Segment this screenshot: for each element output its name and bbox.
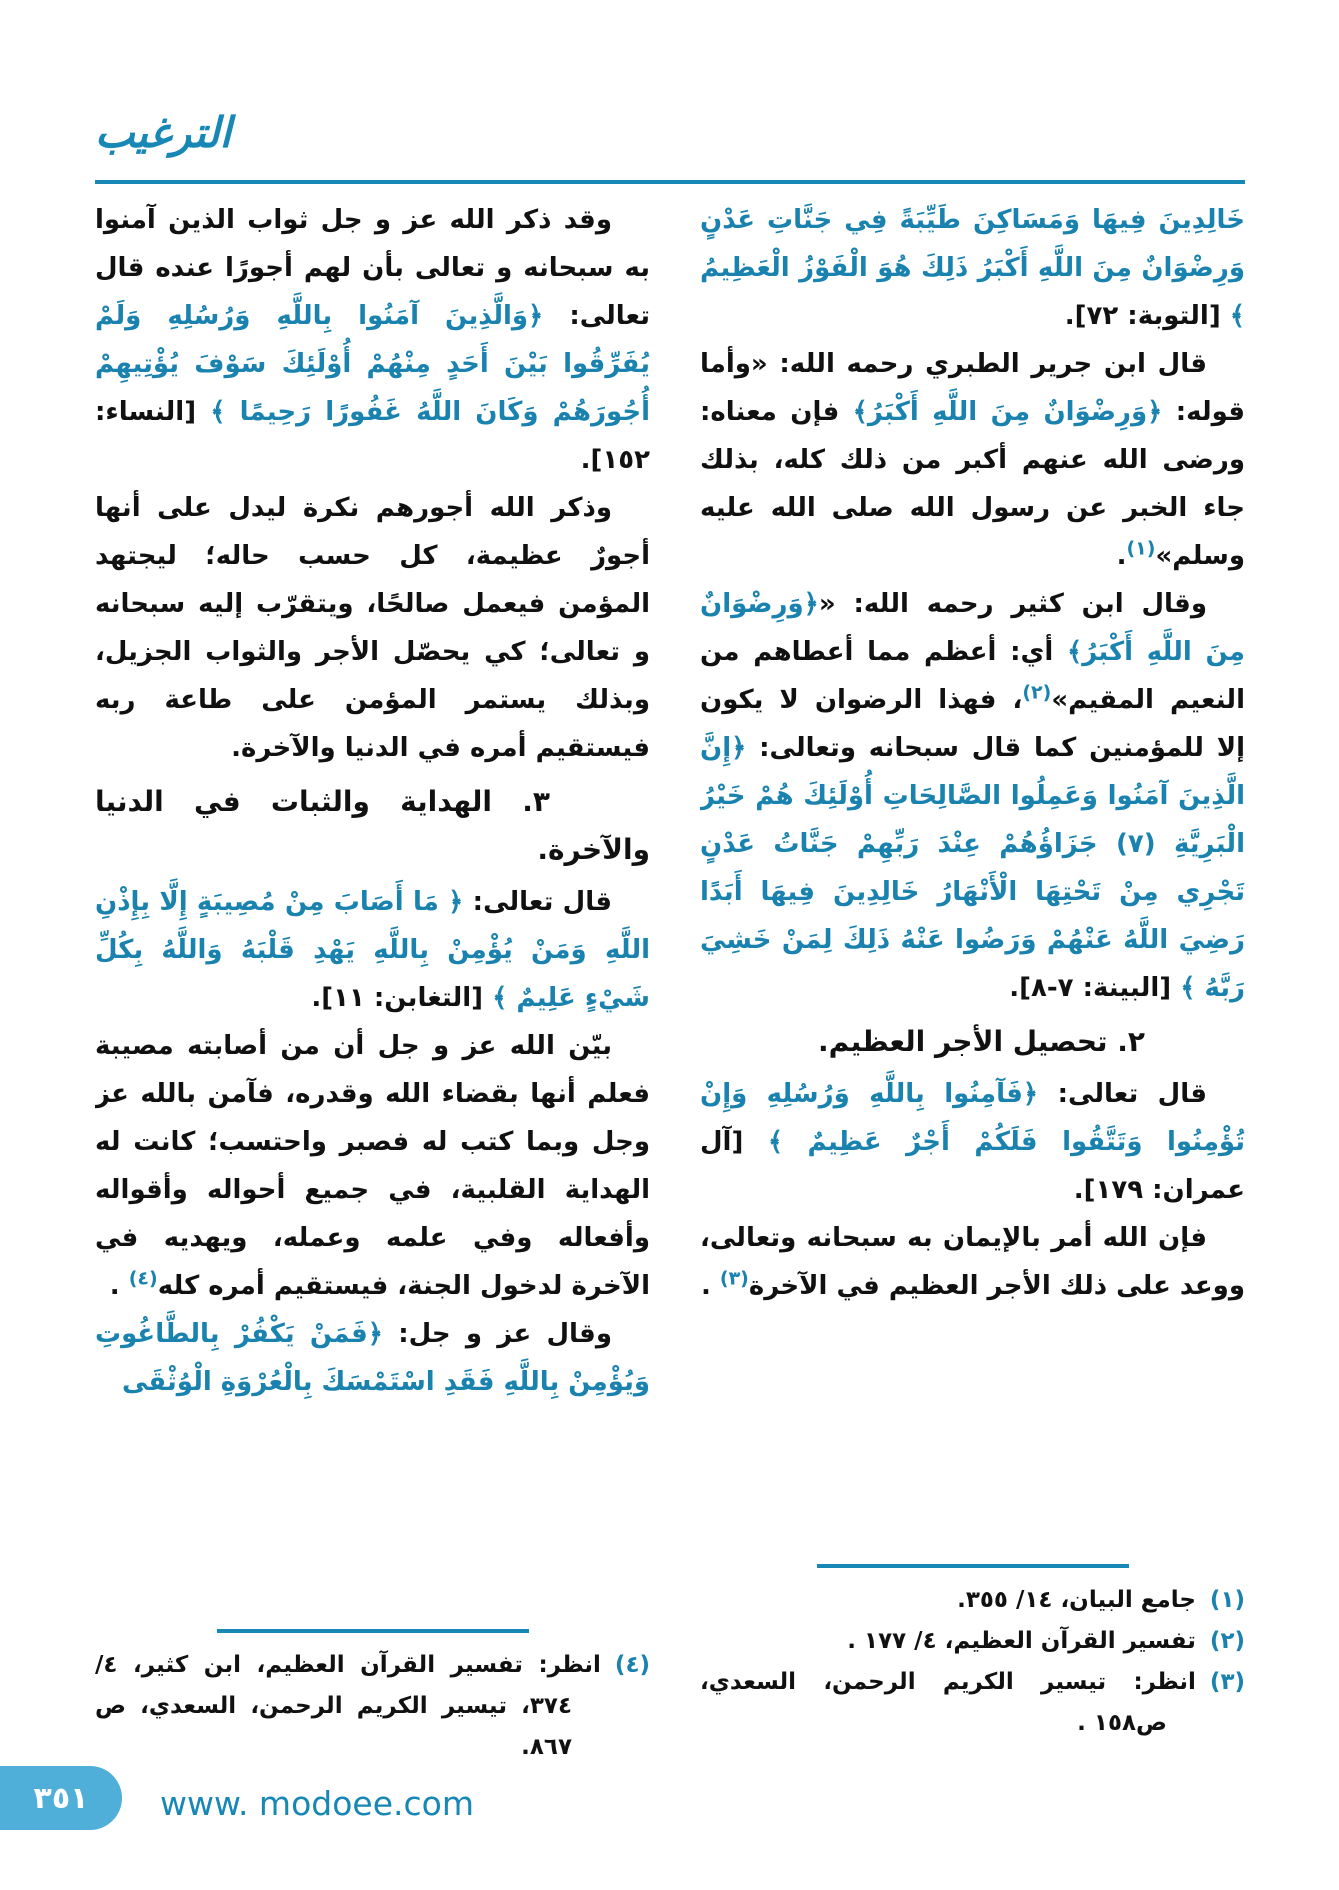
quran-text: ﴿إِنَّ الَّذِينَ آمَنُوا وَعَمِلُوا الصَّالِحَاتِ أُوْلَئِكَ هُمْ خَيْرُ الْبَرِيَّةِ (٧) جَزَاؤُهُمْ عِنْدَ رَبِّهِمْ جَنَّاتُ عَدْنٍ تَجْرِي مِنْ تَحْتِهَا الْأَنْهَارُ خَالِدِينَ فِيهَا أَبَدًا رَضِيَ اللَّهُ عَنْهُمْ وَرَضُوا عَنْهُ ذَلِكَ لِمَنْ خَشِيَ رَبَّهُ ﴾ <box>700 733 1245 1003</box>
body-text: [النساء: ١٥٢]. <box>95 397 650 475</box>
paragraph <box>700 580 1245 1012</box>
footnote-marker: (٣) <box>1209 1669 1245 1695</box>
footnote-item <box>700 1662 1245 1744</box>
body-text: [البينة: ٧-٨]. <box>1009 973 1181 1003</box>
header-rule <box>95 180 1245 184</box>
body-text: [التغابن: ١١]. <box>311 983 493 1013</box>
page-number: ٣٥١ <box>33 1780 89 1816</box>
paragraph <box>95 878 650 1022</box>
body-text: قال تعالى: <box>463 887 612 917</box>
paragraph <box>95 196 650 484</box>
paragraph <box>700 1070 1245 1214</box>
footnote-ref: (٤) <box>128 1267 158 1290</box>
body-text: ، فهذا الرضوان لا يكون إلا للمؤمنين كما قال سبحانه وتعالى: <box>700 685 1245 763</box>
body-text: وذكر الله أجورهم نكرة ليدل على أنها أجورٌ عظيمة، كل حسب حاله؛ ليجتهد المؤمن فيعمل صالحًا، ويتقرّب إليه سبحانه و تعالى؛ كي يحصّل الأجر والثواب الجزيل، وبذلك يستمر المؤمن على طاعة ربه فيستقيم أمره في الدنيا والآخرة. <box>95 493 650 763</box>
paragraph <box>95 1022 650 1310</box>
footnote-text: جامع البيان، ١٤/ ٣٥٥. <box>957 1587 1196 1613</box>
body-text: بيّن الله عز و جل أن من أصابته مصيبة فعلم أنها بقضاء الله وقدره، فآمن بالله عز وجل وبما كتب له فصبر واحتسب؛ كانت له الهداية القلبية، في جميع أحواله وأقواله وأفعاله وفي علمه وعمله، ويهديه في الآخرة لدخول الجنة، فيستقيم أمره كله <box>95 1031 650 1301</box>
body-text: قال ابن جرير الطبري رحمه الله: «وأما قوله: <box>700 349 1245 427</box>
body-text: [التوبة: ٧٢]. <box>1064 301 1230 331</box>
quran-text: ﴿وَرِضْوَانٌ مِنَ اللَّهِ أَكْبَرُ﴾ <box>852 397 1163 427</box>
body-text: ٣. الهداية والثبات في الدنيا والآخرة. <box>95 785 650 866</box>
body-text: وقال ابن كثير رحمه الله: « <box>818 589 1207 619</box>
footnote-item <box>700 1621 1245 1662</box>
body-text: . <box>1116 541 1127 571</box>
paragraph <box>95 1310 650 1406</box>
body-text: فإن الله أمر بالإيمان به سبحانه وتعالى، ووعد على ذلك الأجر العظيم في الآخرة <box>700 1223 1245 1301</box>
section-heading <box>700 1018 1245 1066</box>
website-url: www. modoee.com <box>160 1784 474 1823</box>
footnote-marker: (٢) <box>1209 1628 1245 1654</box>
footnote-marker: (٤) <box>614 1652 650 1678</box>
footnote-ref: (٢) <box>1022 681 1052 704</box>
body-text: [آل عمران: ١٧٩]. <box>700 1127 1245 1205</box>
body-text: قال تعالى: <box>1038 1079 1207 1109</box>
column-right-body <box>700 196 1245 1562</box>
column-left-body <box>95 196 650 1602</box>
footnote-text: تفسير القرآن العظيم، ٤/ ١٧٧ . <box>847 1628 1196 1654</box>
footnote-list-right <box>700 1580 1245 1744</box>
body-text: . <box>700 1271 720 1301</box>
footnote-area-right <box>700 1564 1245 1744</box>
footnote-text: انظر: تيسير الكريم الرحمن، السعدي، ص١٥٨ . <box>700 1669 1196 1736</box>
paragraph <box>700 340 1245 580</box>
footnote-text: انظر: تفسير القرآن العظيم، ابن كثير، ٤/ ٣٧٤، تيسير الكريم الرحمن، السعدي، ص ٨٦٧. <box>95 1652 601 1760</box>
chapter-title: الترغيب <box>95 108 232 157</box>
quran-text: ﴿وَرِضْوَانٌ مِنَ اللَّهِ أَكْبَرُ﴾ <box>700 589 1245 667</box>
body-text: أي: أعظم مما أعطاهم من النعيم المقيم» <box>700 637 1245 715</box>
quran-text: ﴿وَالَّذِينَ آمَنُوا بِاللَّهِ وَرُسُلِهِ وَلَمْ يُفَرِّقُوا بَيْنَ أَحَدٍ مِنْهُمْ أُوْلَئِكَ سَوْفَ يُؤْتِيهِمْ أُجُورَهُمْ وَكَانَ اللَّهُ غَفُورًا رَحِيمًا ﴾ <box>95 301 650 427</box>
footnote-area-left <box>95 1629 650 1768</box>
quran-text: ﴿فَآمِنُوا بِاللَّهِ وَرُسُلِهِ وَإِنْ تُؤْمِنُوا وَتَتَّقُوا فَلَكُمْ أَجْرٌ عَظِيمٌ ﴾ <box>700 1079 1245 1157</box>
footnote-ref: (٣) <box>719 1267 749 1290</box>
column-right <box>700 196 1245 1744</box>
page-number-pill <box>0 1766 122 1830</box>
paragraph <box>700 1214 1245 1310</box>
footnote-rule <box>217 1629 529 1633</box>
quran-text: خَالِدِينَ فِيهَا وَمَسَاكِنَ طَيِّبَةً فِي جَنَّاتِ عَدْنٍ وَرِضْوَانٌ مِنَ اللَّهِ أَكْبَرُ ذَلِكَ هُوَ الْفَوْزُ الْعَظِيمُ ﴾ <box>700 205 1245 331</box>
body-text: . <box>109 1271 129 1301</box>
footnote-ref: (١) <box>1126 537 1156 560</box>
footnote-rule <box>817 1564 1129 1568</box>
body-text: وقال عز و جل: <box>382 1319 612 1349</box>
quran-text: ﴿ مَا أَصَابَ مِنْ مُصِيبَةٍ إِلَّا بِإِذْنِ اللَّهِ وَمَنْ يُؤْمِنْ بِاللَّهِ يَهْدِ قَلْبَهُ وَاللَّهُ بِكُلِّ شَيْءٍ عَلِيمٌ ﴾ <box>95 887 650 1013</box>
quran-text: ﴿فَمَنْ يَكْفُرْ بِالطَّاغُوتِ وَيُؤْمِنْ بِاللَّهِ فَقَدِ اسْتَمْسَكَ بِالْعُرْوَةِ الْوُثْقَى <box>95 1319 650 1397</box>
body-text: فإن معناه: ورضى الله عنهم أكبر من ذلك كله، بذلك جاء الخبر عن رسول الله صلى الله عليه وسلم» <box>700 397 1245 571</box>
column-left <box>95 196 650 1768</box>
body-text: وقد ذكر الله عز و جل ثواب الذين آمنوا به سبحانه و تعالى بأن لهم أجورًا عنده قال تعالى: <box>95 205 650 331</box>
footnote-item <box>95 1645 650 1768</box>
verse-block <box>700 196 1245 340</box>
body-text: ٢. تحصيل الأجر العظيم. <box>818 1025 1145 1058</box>
footnote-marker: (١) <box>1209 1587 1245 1613</box>
section-heading <box>95 778 650 874</box>
paragraph <box>95 484 650 772</box>
footnote-list-left <box>95 1645 650 1768</box>
footnote-item <box>700 1580 1245 1621</box>
